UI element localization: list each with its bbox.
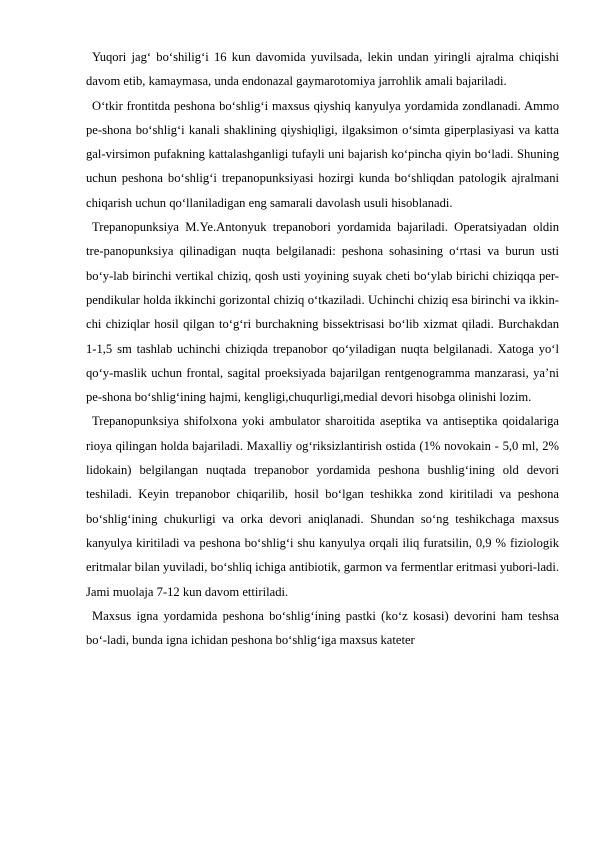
document-page <box>86 45 559 652</box>
paragraph-trepanopuncture-marking: Trepanopunksiya M.Ye.Antonyuk trepanobori yordamida bajariladi. Operatsiyadan oldin tre-panopunksiya qilinadigan nuqta belgilanadi: peshona sohasining o‘rtasi va burun usti bo‘y-lab birinchi vertikal chiziq, qosh usti yoyining suyak cheti bo‘ylab birichi chiziqqa per-pendikular holda ikkinchi gorizontal chiziq o‘tkaziladi. Uchinchi chiziq esa birinchi va ikkin-chi chiziqlar hosil qilgan to‘g‘ri burchakning bissektrisasi bo‘lib xizmat qiladi. Burchakdan 1-1,5 sm tashlab uchinchi chiziqda trepanobor qo‘yiladigan nuqta belgilanadi. Xatoga yo‘l qo‘y-maslik uchun frontal, sagital proeksiyada bajarilgan rentgenogramma manzarasi, ya’ni pe-shona bo‘shlig‘ining hajmi, kengligi,chuqurligi,medial devori hisobga olinishi lozim. <box>86 220 559 405</box>
paragraph-maxillary-sinus-lavage: Yuqori jag‘ bo‘shilig‘i 16 kun davomida yuvilsada, lekin undan yiringli ajralma chiqishi davom etib, kamaymasa, unda endonazal gaymarotomiya jarrohlik amali bajariladi. <box>86 50 559 89</box>
paragraph-needle-method: Maxsus igna yordamida peshona bo‘shlig‘ining pastki (ko‘z kosasi) devorini ham teshsa bo‘-ladi, bunda igna ichidan peshona bo‘shlig‘iga maxsus kateter <box>86 608 559 648</box>
paragraph-trepanopuncture-procedure: Trepanopunksiya shifolxona yoki ambulator sharoitida aseptika va antiseptika qoidalariga rioya qilingan holda bajariladi. Maxalliy og‘riksizlantirish ostida (1% novokain - 5,0 ml, 2% lidokain) belgilangan nuqtada trepanobor yordamida peshona bushlig‘ining old devori teshiladi. Keyin trepanobor chiqarilib, hosil bo‘lgan teshikka zond kiritiladi va peshona bo‘shlig‘ining chukurligi va orka devori aniqlanadi. Shundan so‘ng teshikchaga maxsus kanyulya kiritiladi va peshona bo‘shlig‘i shu kanyulya orqali iliq furatsilin, 0,9 % fiziologik eritmalar bilan yuviladi, bo‘shliq ichiga antibiotik, garmon va fermentlar eritmasi yubori-ladi. Jami muolaja 7-12 kun davom ettiriladi. <box>86 414 559 599</box>
paragraph-frontal-sinusitis: O‘tkir frontitda peshona bo‘shlig‘i maxsus qiyshiq kanyulya yordamida zondlanadi. Ammo pe-shona bo‘shlig‘i kanali shaklining qiyshiqligi, ilgaksimon o‘simta giperplasiyasi va katta gal-virsimon pufakning kattalashganligi tufayli uni bajarish ko‘pincha qiyin bo‘ladi. Shuning uchun peshona bo‘shlig‘i trepanopunksiyasi hozirgi kunda bo‘shliqdan patologik ajralmani chiqarish uchun qo‘llaniladigan eng samarali davolash usuli hisoblanadi. <box>86 98 559 210</box>
